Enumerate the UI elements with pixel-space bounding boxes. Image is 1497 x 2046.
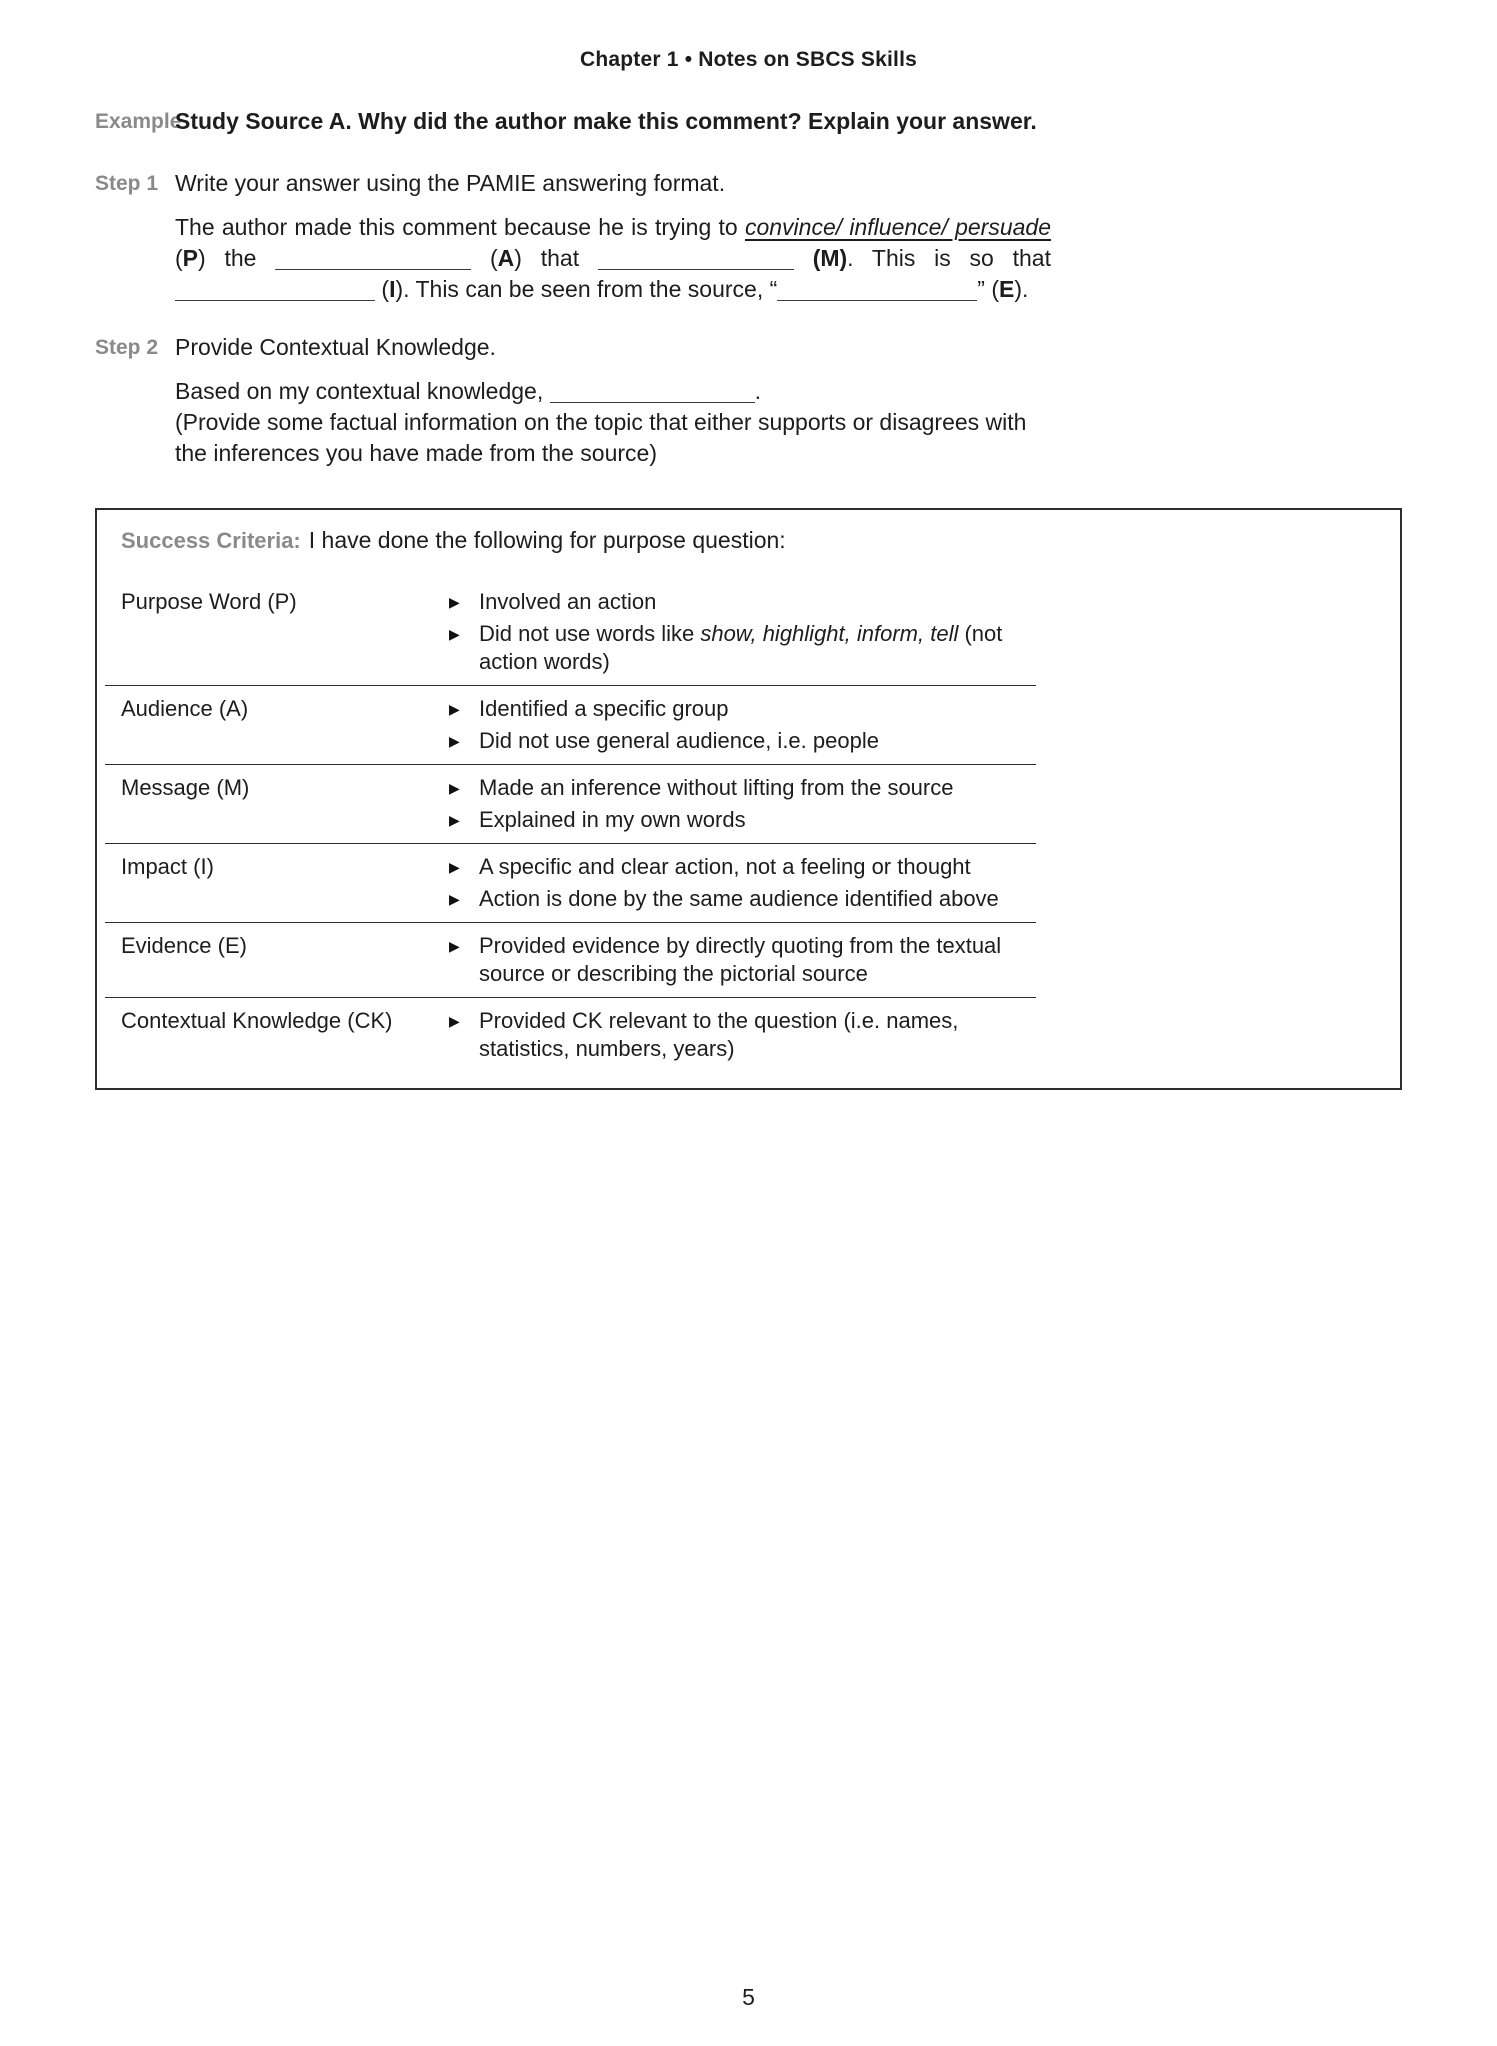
triangle-bullet-icon: ▶	[449, 891, 460, 907]
example-label: Example	[95, 110, 182, 133]
text-run	[794, 245, 813, 271]
triangle-bullet-icon: ▶	[449, 1013, 460, 1029]
criterion-items	[449, 1007, 1049, 1063]
text-run: ) that	[514, 245, 598, 271]
criterion-item	[449, 1007, 1049, 1063]
criteria-row	[121, 848, 1376, 918]
text-run: Did not use general audience, i.e. people	[479, 728, 879, 753]
chapter-header-text: Chapter 1 • Notes on SBCS Skills	[580, 48, 917, 71]
criterion-term: Audience (A)	[121, 696, 249, 721]
step2-body	[175, 376, 1051, 469]
triangle-bullet-icon: ▶	[449, 701, 460, 717]
text-run: ).	[1014, 276, 1029, 302]
criterion-item	[449, 588, 1049, 616]
triangle-bullet-icon: ▶	[449, 938, 460, 954]
text-run: ). This can be seen from the source, “	[395, 276, 778, 302]
bold-text: A	[497, 245, 515, 271]
criterion-items	[449, 695, 1049, 755]
criterion-item	[449, 774, 1049, 802]
text-run: A specific and clear action, not a feeling or thought	[479, 854, 971, 879]
bold-text: I	[389, 276, 396, 302]
criterion-item	[449, 853, 1049, 881]
step2-label: Step 2	[95, 336, 159, 359]
bold-text: (M)	[812, 245, 848, 271]
criteria-row	[121, 583, 1376, 681]
criterion-items	[449, 932, 1049, 988]
criterion-item	[449, 727, 1049, 755]
criterion-item	[449, 806, 1049, 834]
success-criteria-box	[95, 508, 1402, 1090]
criterion-items	[449, 853, 1049, 913]
text-run: Provided evidence by directly quoting from the textual source or describing the pictorial source	[479, 933, 1002, 986]
text-run: (	[375, 276, 390, 302]
blank-line	[175, 277, 375, 301]
text-run: The author made this comment because he is trying to	[175, 214, 745, 240]
criterion-item	[449, 932, 1049, 988]
text-run: ) the	[198, 245, 276, 271]
blank-line	[275, 246, 471, 270]
row-divider	[105, 764, 1036, 765]
contextual-knowledge-note: (Provide some factual information on the topic that either supports or disagrees with the inferences you have made from the source)	[175, 409, 1027, 466]
triangle-bullet-icon: ▶	[449, 780, 460, 796]
bold-text: P	[182, 245, 199, 271]
triangle-bullet-icon: ▶	[449, 626, 460, 642]
criterion-item	[449, 695, 1049, 723]
contextual-knowledge-line	[175, 376, 1051, 407]
step1-label: Step 1	[95, 172, 159, 195]
criteria-row	[121, 690, 1376, 760]
text-run: Did not use words like	[479, 621, 701, 646]
bold-text: E	[998, 276, 1015, 302]
criterion-text	[479, 774, 1049, 802]
criterion-term: Contextual Knowledge (CK)	[121, 1008, 393, 1033]
page-number: 5	[742, 1984, 755, 2010]
italic-underlined-text: convince/ influence/ persuade	[744, 214, 1052, 240]
example-question-text: Study Source A. Why did the author make this comment? Explain your answer.	[175, 108, 1037, 134]
criterion-item	[449, 885, 1049, 913]
criterion-term: Message (M)	[121, 775, 250, 800]
triangle-bullet-icon: ▶	[449, 733, 460, 749]
criteria-intro-line	[121, 526, 1376, 555]
text-run: . This is so that	[847, 245, 1051, 271]
criterion-text	[479, 885, 1049, 913]
triangle-bullet-icon: ▶	[449, 812, 460, 828]
criterion-term: Evidence (E)	[121, 933, 247, 958]
row-divider	[105, 685, 1036, 686]
criterion-items	[449, 774, 1049, 834]
example-row	[95, 108, 1205, 135]
text-run: (	[175, 245, 183, 271]
criterion-term: Purpose Word (P)	[121, 589, 297, 614]
text-run: Based on my contextual knowledge,	[175, 378, 550, 404]
triangle-bullet-icon: ▶	[449, 594, 460, 610]
italic-text: show, highlight, inform, tell	[700, 621, 959, 646]
success-criteria-label: Success Criteria:	[121, 528, 301, 553]
criteria-row	[121, 1002, 1376, 1068]
row-divider	[105, 922, 1036, 923]
text-run: Action is done by the same audience identified above	[479, 886, 999, 911]
text-run: Made an inference without lifting from the source	[479, 775, 954, 800]
text-run: (	[471, 245, 498, 271]
criterion-text	[479, 1007, 1049, 1063]
text-run: Identified a specific group	[479, 696, 729, 721]
step2-row	[95, 334, 1205, 361]
step1-instruction: Write your answer using the PAMIE answering format.	[175, 170, 726, 196]
criteria-rows	[121, 583, 1376, 1068]
text-run: (not action words)	[479, 621, 1003, 674]
row-divider	[105, 997, 1036, 998]
row-divider	[105, 843, 1036, 844]
criterion-term: Impact (I)	[121, 854, 214, 879]
blank-line	[598, 246, 794, 270]
text-run: Involved an action	[479, 589, 657, 614]
text-run: Explained in my own words	[479, 807, 746, 832]
blank-line	[777, 277, 977, 301]
text-run: .	[754, 378, 762, 404]
text-run: ” (	[977, 276, 999, 302]
criteria-intro-text: I have done the following for purpose question:	[308, 527, 786, 553]
triangle-bullet-icon: ▶	[449, 859, 460, 875]
criterion-items	[449, 588, 1049, 676]
criterion-text	[479, 853, 1049, 881]
criterion-item	[449, 620, 1049, 676]
blank-line	[550, 379, 755, 403]
criteria-row	[121, 927, 1376, 993]
criterion-text	[479, 588, 1049, 616]
criterion-text	[479, 932, 1049, 988]
page-header	[0, 48, 1497, 72]
criterion-text	[479, 727, 1049, 755]
criterion-text	[479, 695, 1049, 723]
step1-row	[95, 170, 1205, 197]
criterion-text	[479, 620, 1049, 676]
criteria-row	[121, 769, 1376, 839]
criterion-text	[479, 806, 1049, 834]
pamie-answer-template	[175, 212, 1051, 305]
text-run: Provided CK relevant to the question (i.e. names, statistics, numbers, years)	[479, 1008, 959, 1061]
step2-instruction: Provide Contextual Knowledge.	[175, 334, 496, 360]
